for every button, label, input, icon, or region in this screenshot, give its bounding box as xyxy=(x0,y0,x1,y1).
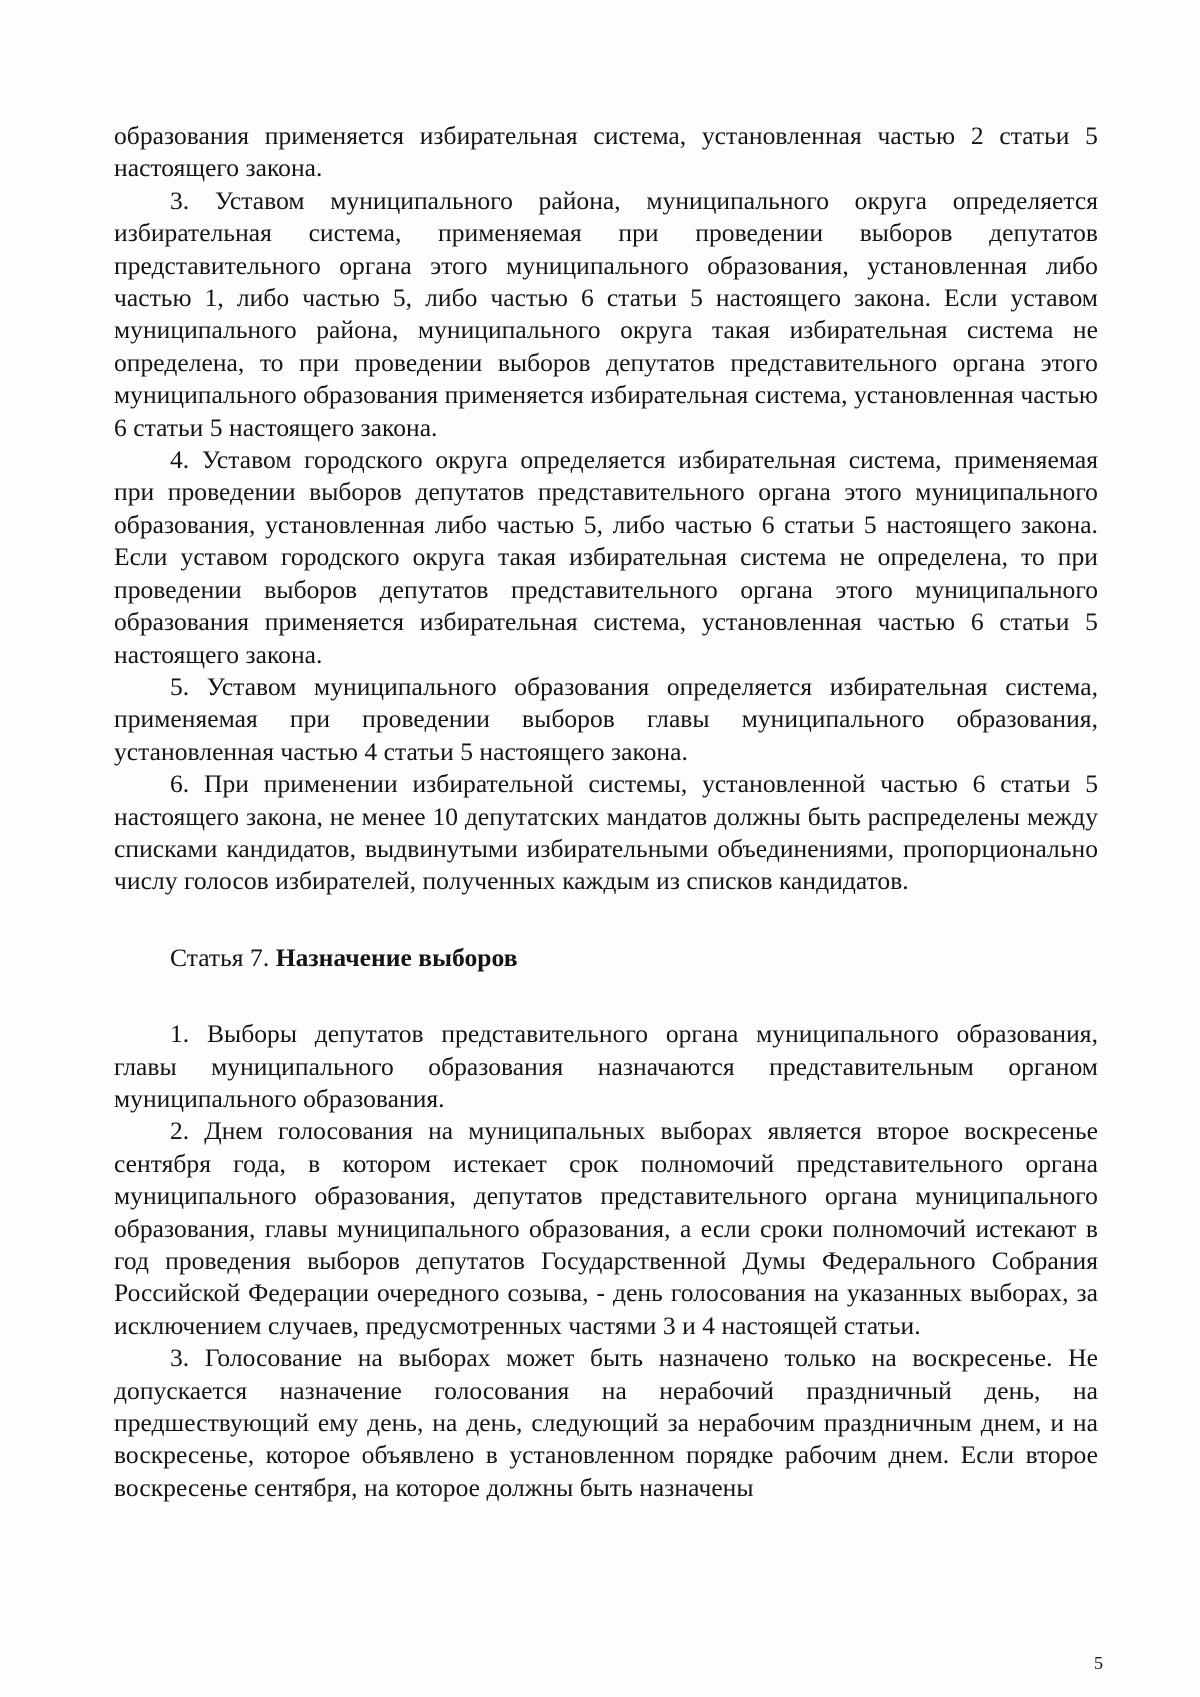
document-body xyxy=(114,120,1098,1504)
paragraph-continuation: образования применяется избирательная система, установленная частью 2 статьи 5 настоящего закона. xyxy=(114,121,1098,183)
article7-paragraph-3: 3. Голосование на выборах может быть назначено только на воскресенье. Не допускается назначение голосования на нерабочий праздничный день, на предшествующий ему день, на день, следующий за нерабочим праздничным днем, и на воскресенье, которое объявлено в установленном порядке рабочим днем. Если второе воскресенье сентября, на которое должны быть назначены xyxy=(114,1343,1098,1502)
article-label: Статья 7. xyxy=(170,942,270,972)
paragraph-part-3: 3. Уставом муниципального района, муниципального округа определяется избирательная система, применяемая при проведении выборов депутатов представительного органа этого муниципального образования, установленная либо частью 1, либо частью 5, либо частью 6 статьи 5 настоящего закона. Если уставом муниципального района, муниципального округа такая избирательная система не определена, то при проведении выборов депутатов представительного органа этого муниципального образования применяется избирательная система, установленная частью 6 статьи 5 настоящего закона. xyxy=(114,185,1098,442)
paragraph-part-4: 4. Уставом городского округа определяется избирательная система, применяемая при проведении выборов депутатов представительного органа этого муниципального образования, установленная либо частью 5, либо частью 6 статьи 5 настоящего закона. Если уставом городского округа такая избирательная система не определена, то при проведении выборов депутатов представительного органа этого муниципального образования применяется избирательная система, установленная частью 6 статьи 5 настоящего закона. xyxy=(114,445,1098,669)
paragraph-part-6: 6. При применении избирательной системы, установленной частью 6 статьи 5 настоящего закона, не менее 10 депутатских мандатов должны быть распределены между списками кандидатов, выдвинутыми избирательными объединениями, пропорционально числу голосов избирателей, полученных каждым из списков кандидатов. xyxy=(114,769,1098,896)
article7-paragraph-1: 1. Выборы депутатов представительного органа муниципального образования, главы муниципального образования назначаются представительным органом муниципального образования. xyxy=(114,1019,1098,1113)
page-number: 5 xyxy=(1094,1653,1103,1673)
paragraph-part-5: 5. Уставом муниципального образования определяется избирательная система, применяемая при проведении выборов главы муниципального образования, установленная частью 4 статьи 5 настоящего закона. xyxy=(114,671,1098,766)
article-title: Назначение выборов xyxy=(275,942,518,972)
article7-paragraph-2: 2. Днем голосования на муниципальных выборах является второе воскресенье сентября года, в котором истекает срок полномочий представительного органа муниципального образования, депутатов представительного органа муниципального образования, главы муниципального образования, а если сроки полномочий истекают в год проведения выборов депутатов Государственной Думы Федерального Собрания Российской Федерации очередного созыва, - день голосования на указанных выборах, за исключением случаев, предусмотренных частями 3 и 4 настоящей статьи. xyxy=(114,1116,1098,1340)
article-heading xyxy=(114,942,1098,974)
